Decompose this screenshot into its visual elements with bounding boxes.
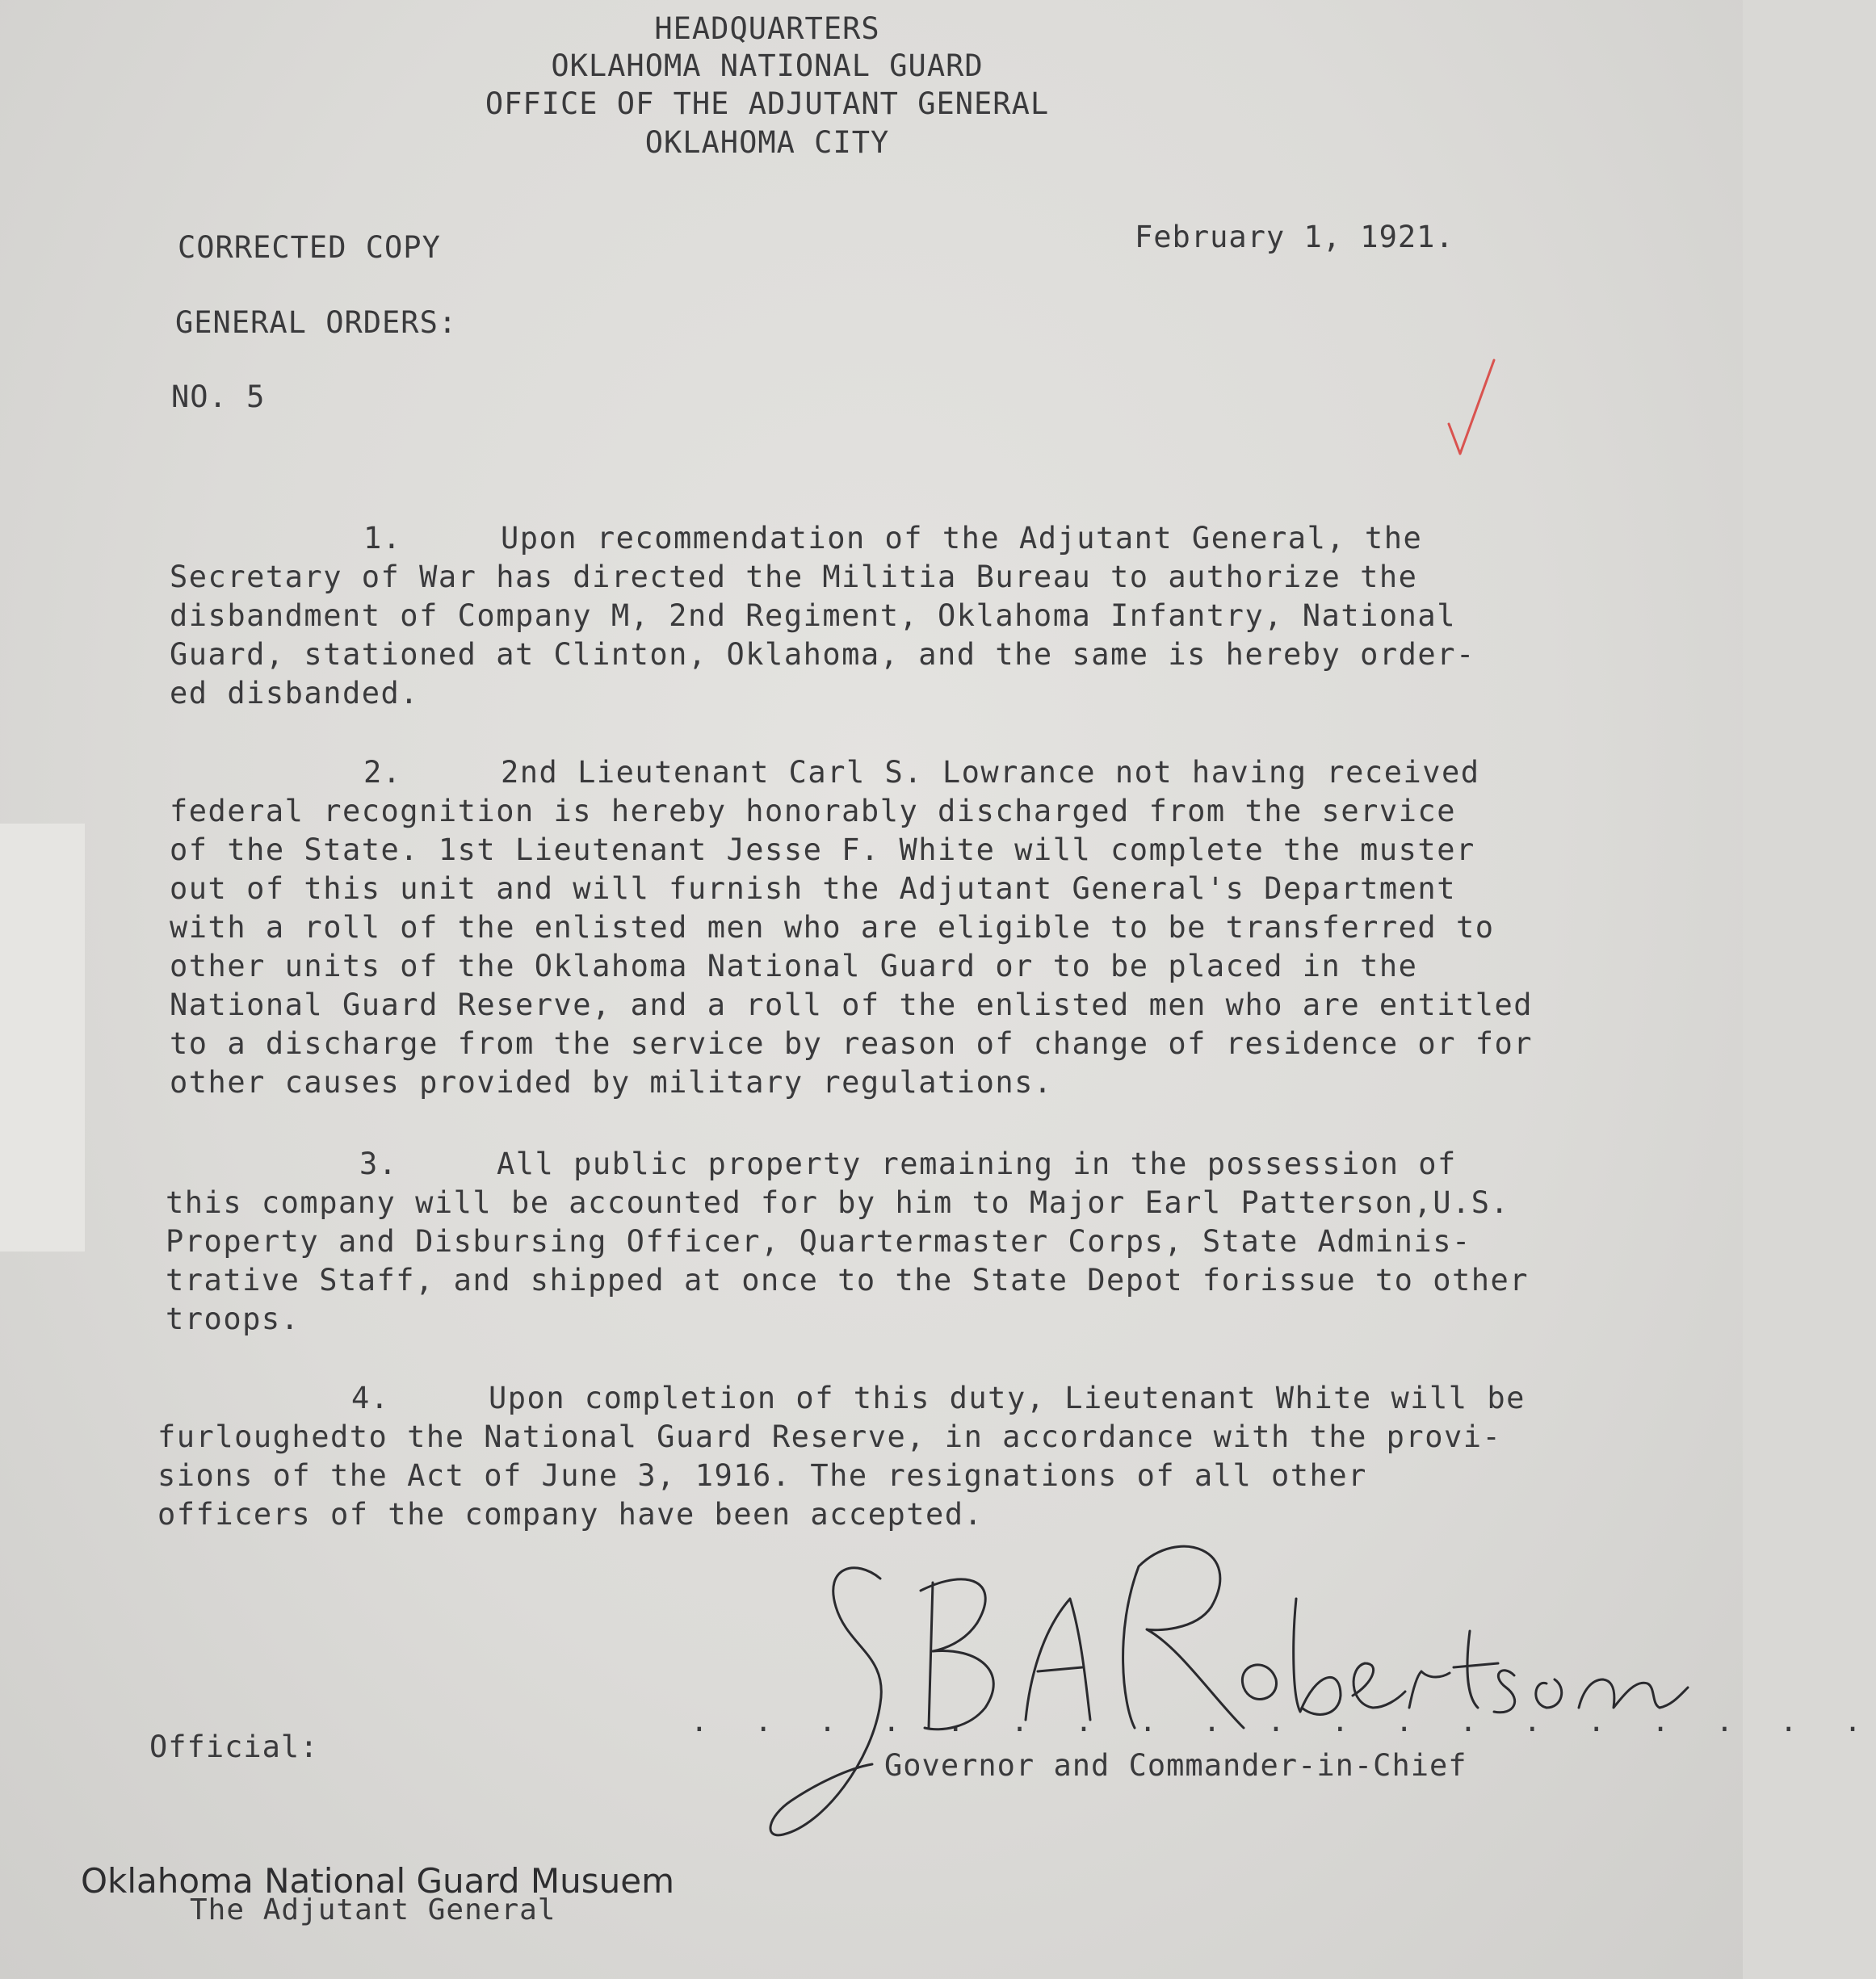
paper-strip [0,824,85,1252]
paragraph-3 [166,1145,1529,1339]
paragraph-line: trative Staff, and shipped at once to the State Depot forissue to other [166,1263,1530,1298]
paragraph-line: this company will be accounted for by him to Major Earl Patterson,U.S. [166,1185,1510,1220]
paragraph-number: 1. [363,521,402,556]
paragraph-4 [157,1379,1526,1534]
paragraph-line: furloughedto the National Guard Reserve, in accordance with the provi- [157,1419,1502,1454]
paragraph-line: Guard, stationed at Clinton, Oklahoma, and the same is hereby order- [170,637,1475,672]
letterhead-line-4: OKLAHOMA CITY [644,125,890,160]
museum-watermark: Oklahoma National Guard Musuem [81,1861,675,1901]
official-label: Official: [149,1730,319,1764]
signature-image [759,1534,1696,1849]
paragraph-line: Upon completion of this duty, Lieutenant White will be [489,1381,1526,1415]
paragraph-line: with a roll of the enlisted men who are eligible to be transferred to [170,910,1495,945]
paragraph-line: of the State. 1st Lieutenant Jesse F. White will complete the muster [170,832,1475,867]
signature-dotted-line: . . . . . . . . . . . . . . . . . . . [690,1705,1876,1738]
paragraph-2 [170,753,1533,1102]
adjutant-general-label: The Adjutant General [190,1893,556,1927]
paragraph-line: out of this unit and will furnish the Adjutant General's Department [170,871,1456,906]
paragraph-line: other causes provided by military regulations. [170,1065,1053,1100]
paragraph-line: sions of the Act of June 3, 1916. The resignations of all other [157,1458,1367,1493]
paragraph-1 [170,519,1475,713]
paragraph-line: 2nd Lieutenant Carl S. Lowrance not having received [501,755,1480,790]
paragraph-line: troops. [166,1302,300,1336]
paragraph-number: 4. [351,1381,390,1415]
paragraph-line: Upon recommendation of the Adjutant General, the [501,521,1423,556]
letterhead-line-2: OKLAHOMA NATIONAL GUARD [551,48,984,83]
paragraph-line: All public property remaining in the possession of [497,1147,1457,1181]
paragraph-line: officers of the company have been accepted. [157,1497,984,1532]
paragraph-line: Secretary of War has directed the Militia Bureau to authorize the [170,560,1418,594]
paragraph-line: disbandment of Company M, 2nd Regiment, Oklahoma Infantry, National [170,598,1456,633]
paragraph-line: other units of the Oklahoma National Guard or to be placed in the [170,949,1418,983]
paragraph-line: to a discharge from the service by reason of change of residence or for [170,1026,1534,1061]
paragraph-number: 2. [363,755,402,790]
general-orders-label: GENERAL ORDERS: [175,305,458,340]
signature-title: Governor and Commander-in-Chief [884,1748,1467,1783]
letterhead-line-3: OFFICE OF THE ADJUTANT GENERAL [485,86,1050,121]
orders-number: NO. 5 [171,379,266,414]
corrected-copy-label: CORRECTED COPY [178,230,441,265]
paragraph-line: ed disbanded. [170,676,420,711]
paragraph-number: 3. [359,1147,398,1181]
check-mark-icon [1446,355,1502,460]
paragraph-line: federal recognition is hereby honorably discharged from the service [170,794,1456,828]
paragraph-line: National Guard Reserve, and a roll of the enlisted men who are entitled [170,987,1534,1022]
letterhead-line-1: HEADQUARTERS [654,11,880,46]
document-date: February 1, 1921. [1135,220,1454,254]
paragraph-line: Property and Disbursing Officer, Quartermaster Corps, State Adminis- [166,1224,1471,1259]
